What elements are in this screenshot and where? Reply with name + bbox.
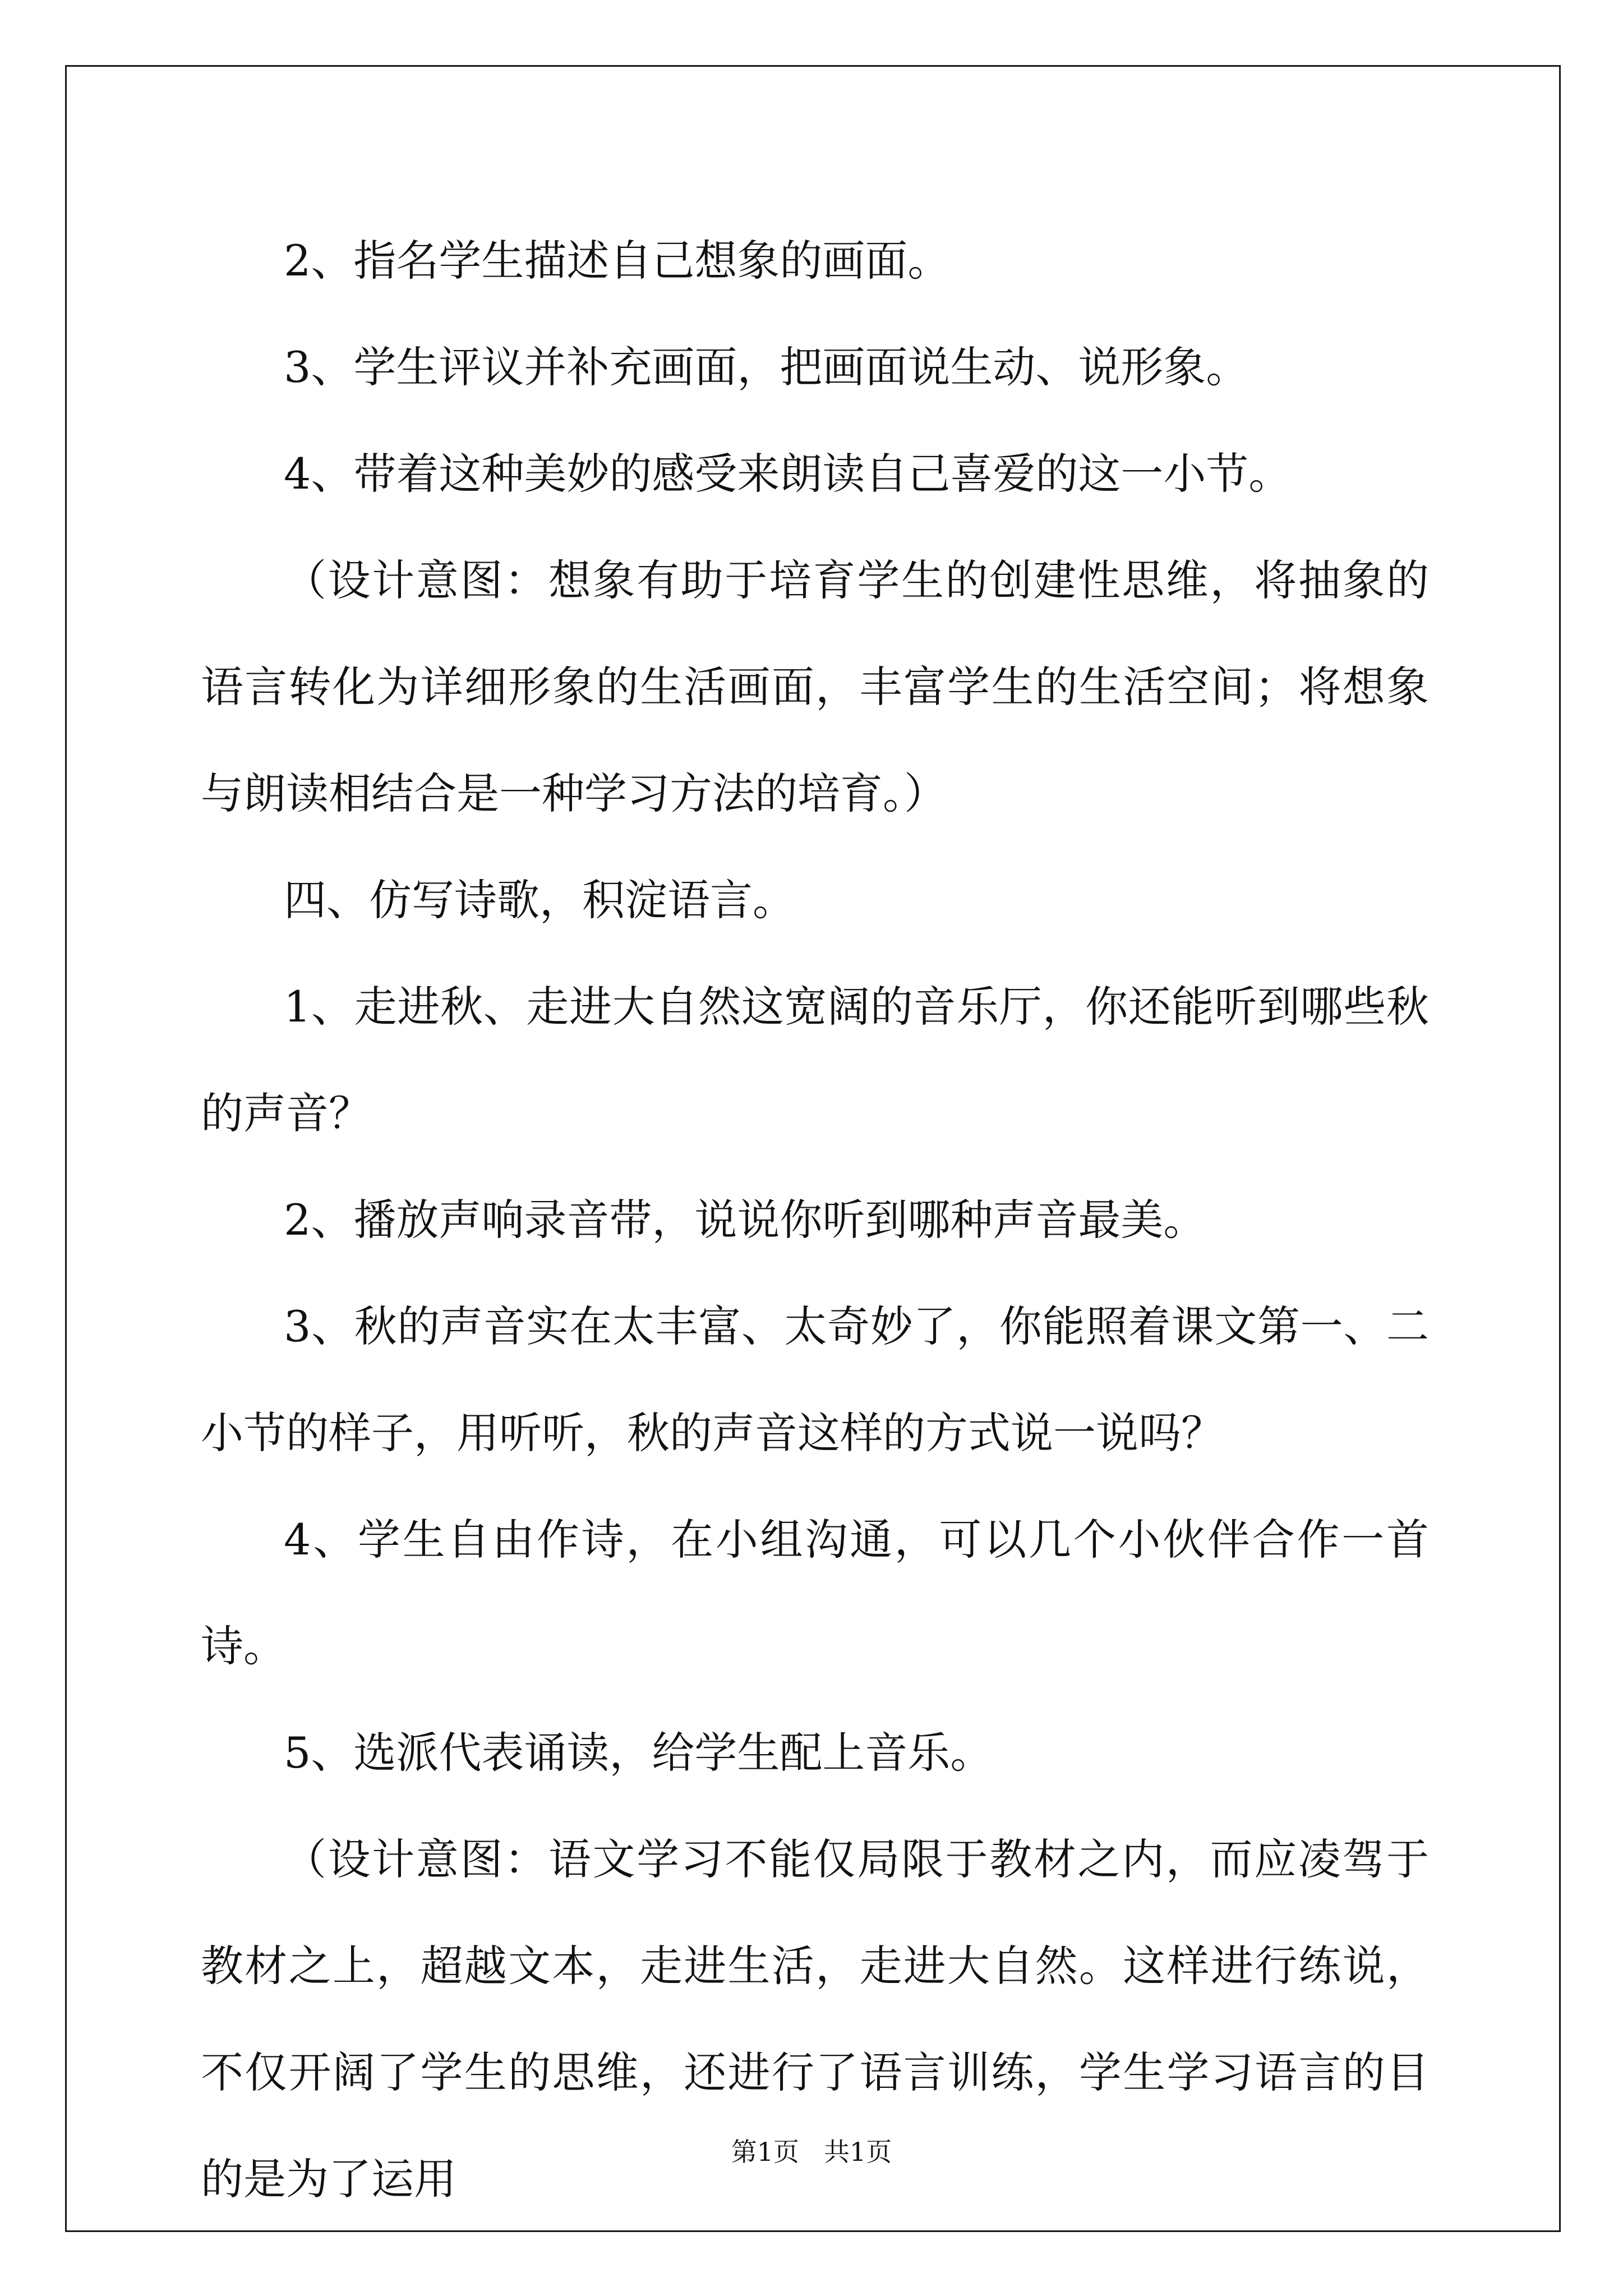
paragraph-step-2: 2、指名学生描述自己想象的画面。 — [284, 236, 951, 286]
section-heading-four: 四、仿写诗歌，积淀语言。 — [284, 875, 795, 925]
paragraph-sub-2: 2、播放声响录音带，说说你听到哪种声音最美。 — [284, 1195, 1206, 1245]
paragraph-design-intent-2: （设计意图：语文学习不能仅局限于教材之内，而应凌驾于教材之上，超越文本，走进生活，走进大自然。这样进行练说，不仅开阔了学生的思维，还进行了语言训练，学生学习语言的目的是为了运用 — [201, 1834, 1429, 2204]
document-body — [201, 208, 1429, 2233]
page-footer — [0, 2132, 1623, 2169]
paragraph-step-4: 4、带着这种美妙的感受来朗读自己喜爱的这一小节。 — [284, 449, 1292, 499]
paragraph-sub-5: 5、选派代表诵读，给学生配上音乐。 — [284, 1728, 993, 1778]
page-total: 共1页 — [823, 2137, 892, 2167]
paragraph-design-intent-1: （设计意图：想象有助于培育学生的创建性思维，将抽象的语言转化为详细形象的生活画面，丰富学生的生活空间；将想象与朗读相结合是一种学习方法的培育。） — [201, 555, 1429, 818]
paragraph-step-3: 3、学生评议并补充画面，把画面说生动、说形象。 — [284, 342, 1249, 392]
page-number: 第1页 — [731, 2137, 800, 2167]
paragraph-sub-1: 1、走进秋、走进大自然这宽阔的音乐厅，你还能听到哪些秋的声音？ — [201, 982, 1429, 1138]
paragraph-sub-4: 4、学生自由作诗，在小组沟通，可以几个小伙伴合作一首诗。 — [201, 1515, 1429, 1671]
paragraph-sub-3: 3、秋的声音实在太丰富、太奇妙了，你能照着课文第一、二小节的样子，用听听，秋的声音这样的方式说一说吗？ — [201, 1301, 1429, 1458]
